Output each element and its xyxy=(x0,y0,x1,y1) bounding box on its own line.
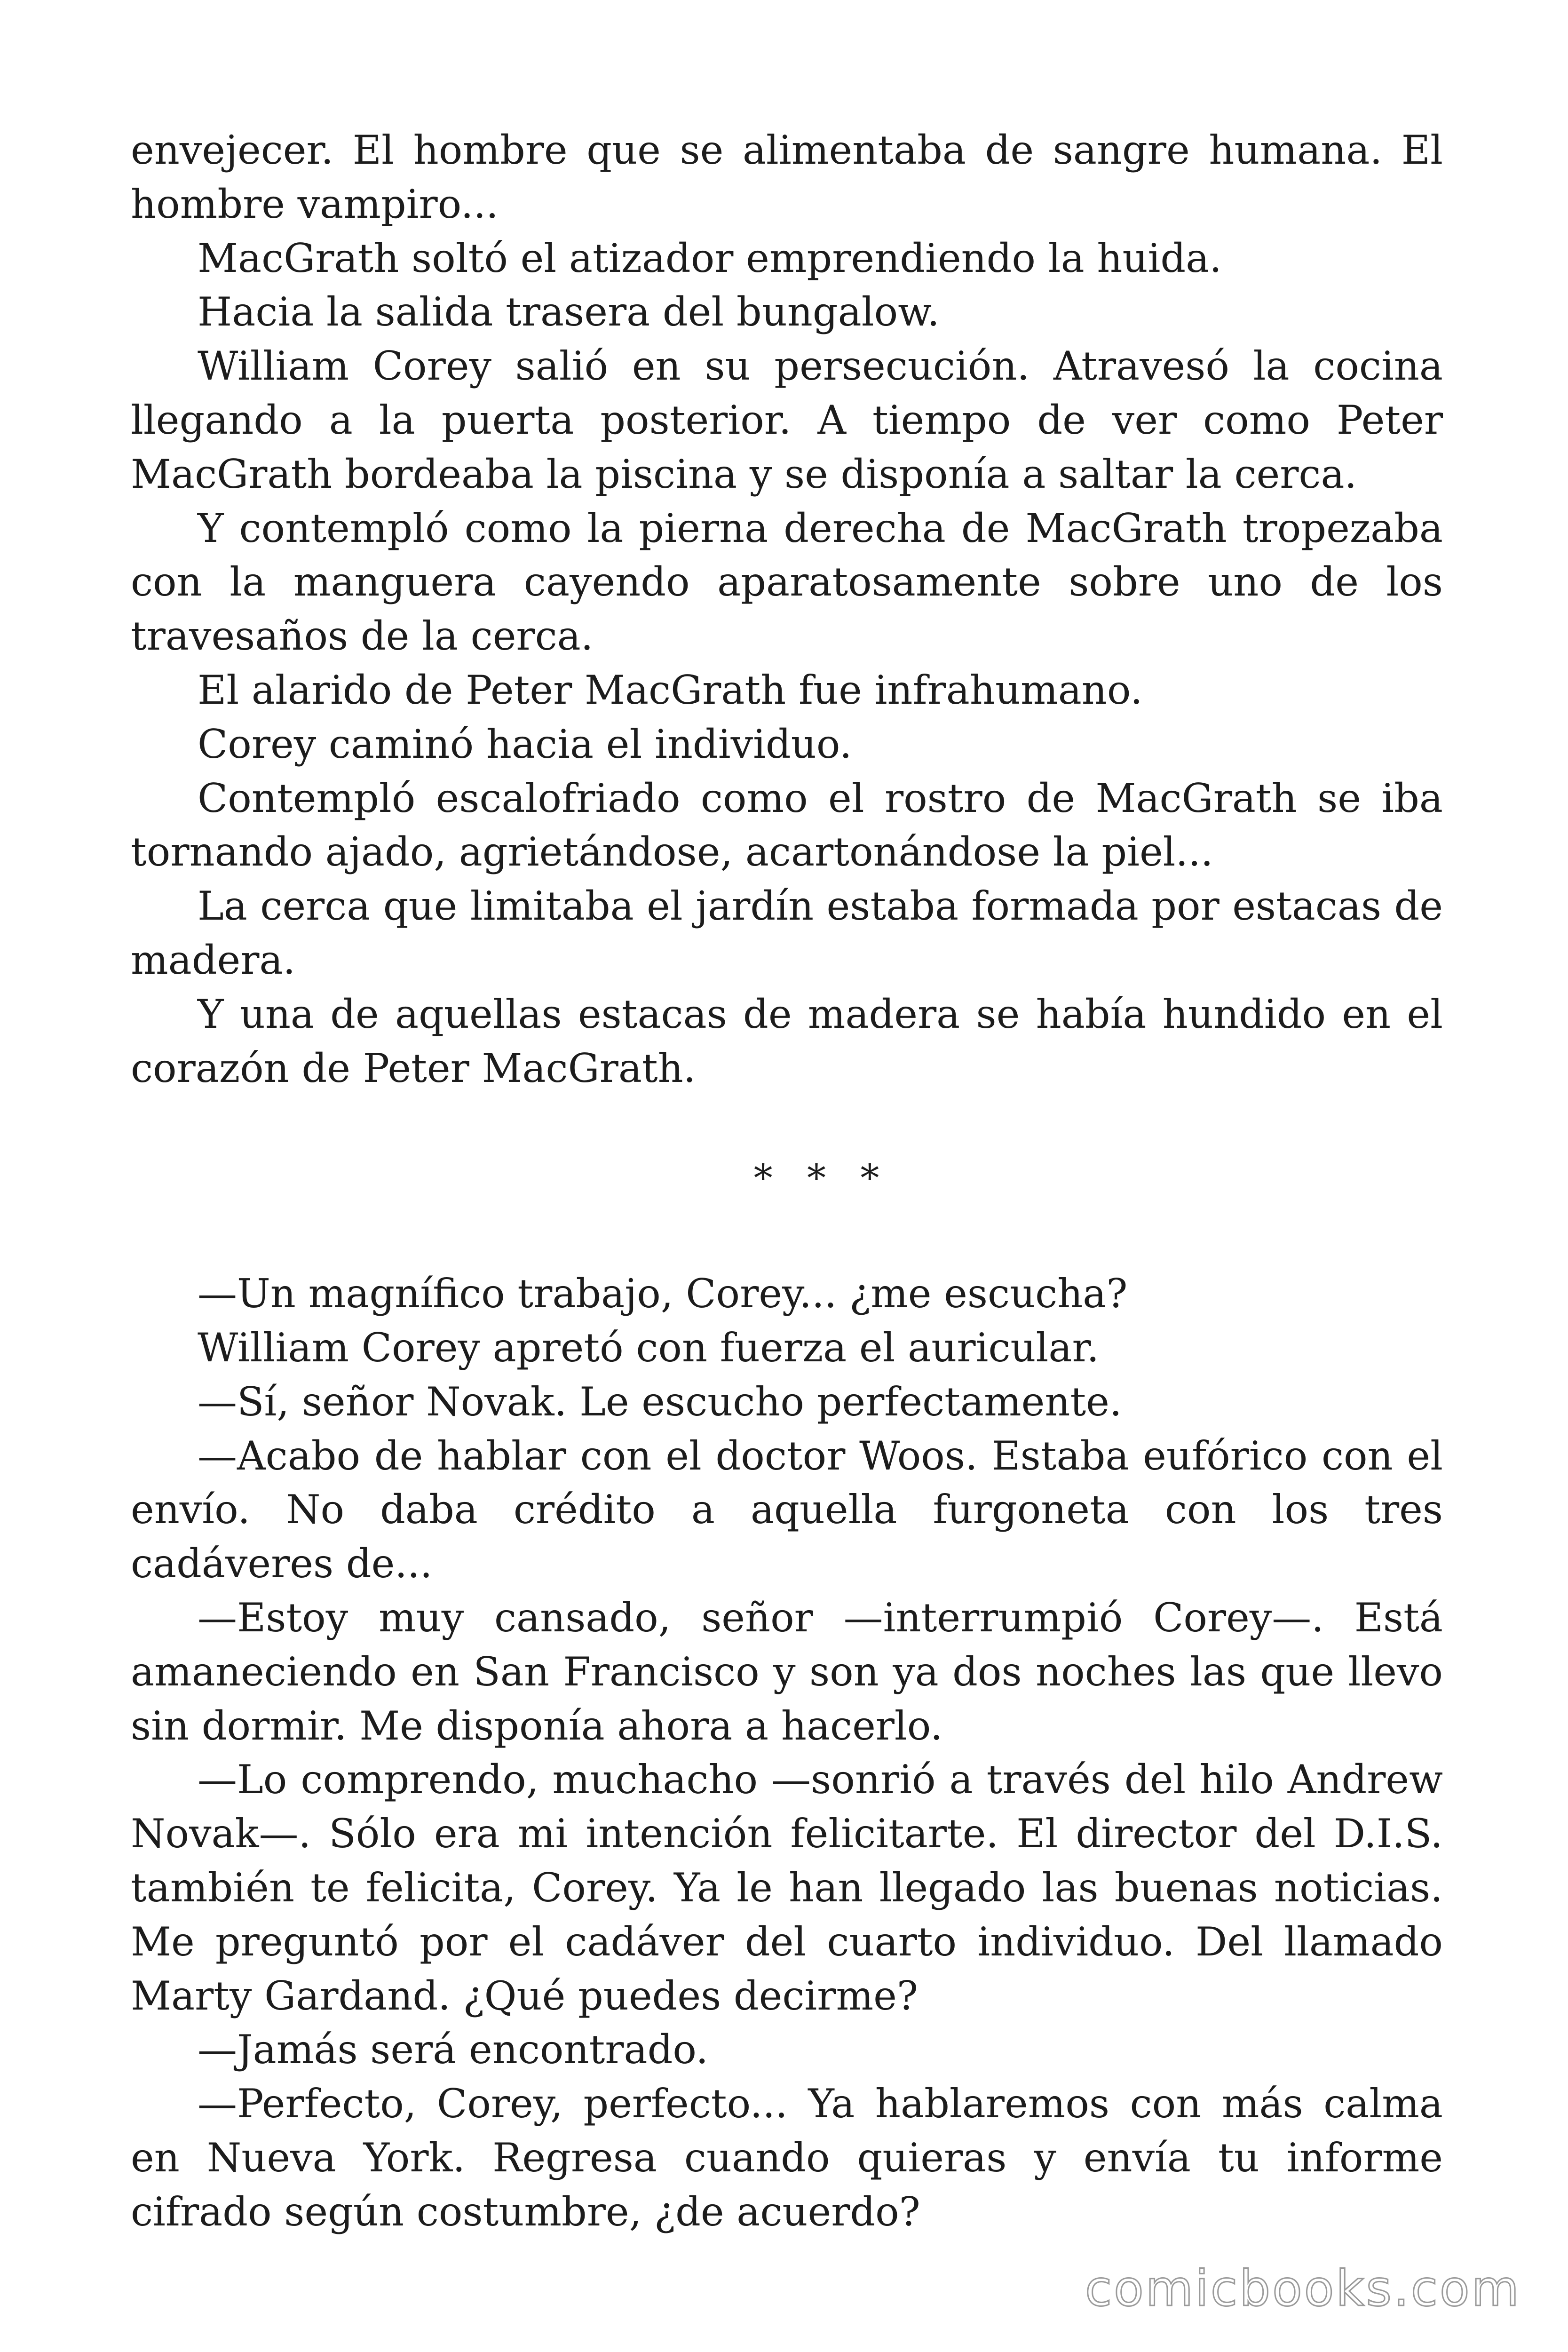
paragraph: La cerca que limitaba el jardín estaba formada por estacas de madera. xyxy=(131,883,1443,983)
scene-break: * * * xyxy=(753,1156,891,1200)
paragraph: William Corey apretó con fuerza el auricular. xyxy=(198,1324,1100,1371)
paragraph: El alarido de Peter MacGrath fue infrahumano. xyxy=(198,667,1143,713)
paragraph: William Corey salió en su persecución. Atravesó la cocina llegando a la puerta posterior. A tiempo de ver como Peter MacGrath bordeaba la piscina y se disponía a saltar la cerca. xyxy=(131,343,1443,497)
paragraph: MacGrath soltó el atizador emprendiendo la huida. xyxy=(198,235,1222,281)
paragraph: —Acabo de hablar con el doctor Woos. Estaba eufórico con el envío. No daba crédito a aquella furgoneta con los tres cadáveres de... xyxy=(131,1432,1443,1587)
paragraph: Y contempló como la pierna derecha de MacGrath tropezaba con la manguera cayendo aparatosamente sobre uno de los travesaños de la cerca. xyxy=(131,505,1443,660)
paragraph: —Lo comprendo, muchacho —sonrió a través del hilo Andrew Novak—. Sólo era mi intención felicitarte. El director del D.I.S. también te felicita, Corey. Ya le han llegado las buenas noticias. Me preguntó por el cadáver del cuarto individuo. Del llamado Marty Gardand. ¿Qué puedes decirme? xyxy=(131,1756,1443,2019)
paragraph: —Perfecto, Corey, perfecto... Ya hablaremos con más calma en Nueva York. Regresa cuando quieras y envía tu informe cifrado según costumbre, ¿de acuerdo? xyxy=(131,2081,1443,2235)
paragraph: —Jamás será encontrado. xyxy=(198,2026,709,2073)
book-page-text xyxy=(131,123,1443,2239)
paragraph: Hacia la salida trasera del bungalow. xyxy=(198,289,940,335)
paragraph: envejecer. El hombre que se alimentaba de sangre humana. El hombre vampiro... xyxy=(131,127,1443,227)
paragraph: Corey caminó hacia el individuo. xyxy=(198,721,852,767)
paragraph: —Un magnífico trabajo, Corey... ¿me escucha? xyxy=(198,1271,1128,1317)
paragraph: Contempló escalofriado como el rostro de MacGrath se iba tornando ajado, agrietándose, acartonándose la piel... xyxy=(131,775,1443,875)
paragraph: Y una de aquellas estacas de madera se había hundido en el corazón de Peter MacGrath. xyxy=(131,991,1443,1091)
paragraph: —Estoy muy cansado, señor —interrumpió Corey—. Está amaneciendo en San Francisco y son ya dos noches las que llevo sin dormir. Me disponía ahora a hacerlo. xyxy=(131,1594,1443,1749)
site-watermark: comicbooks.com xyxy=(1085,2260,1521,2317)
paragraph: —Sí, señor Novak. Le escucho perfectamente. xyxy=(198,1378,1122,1425)
